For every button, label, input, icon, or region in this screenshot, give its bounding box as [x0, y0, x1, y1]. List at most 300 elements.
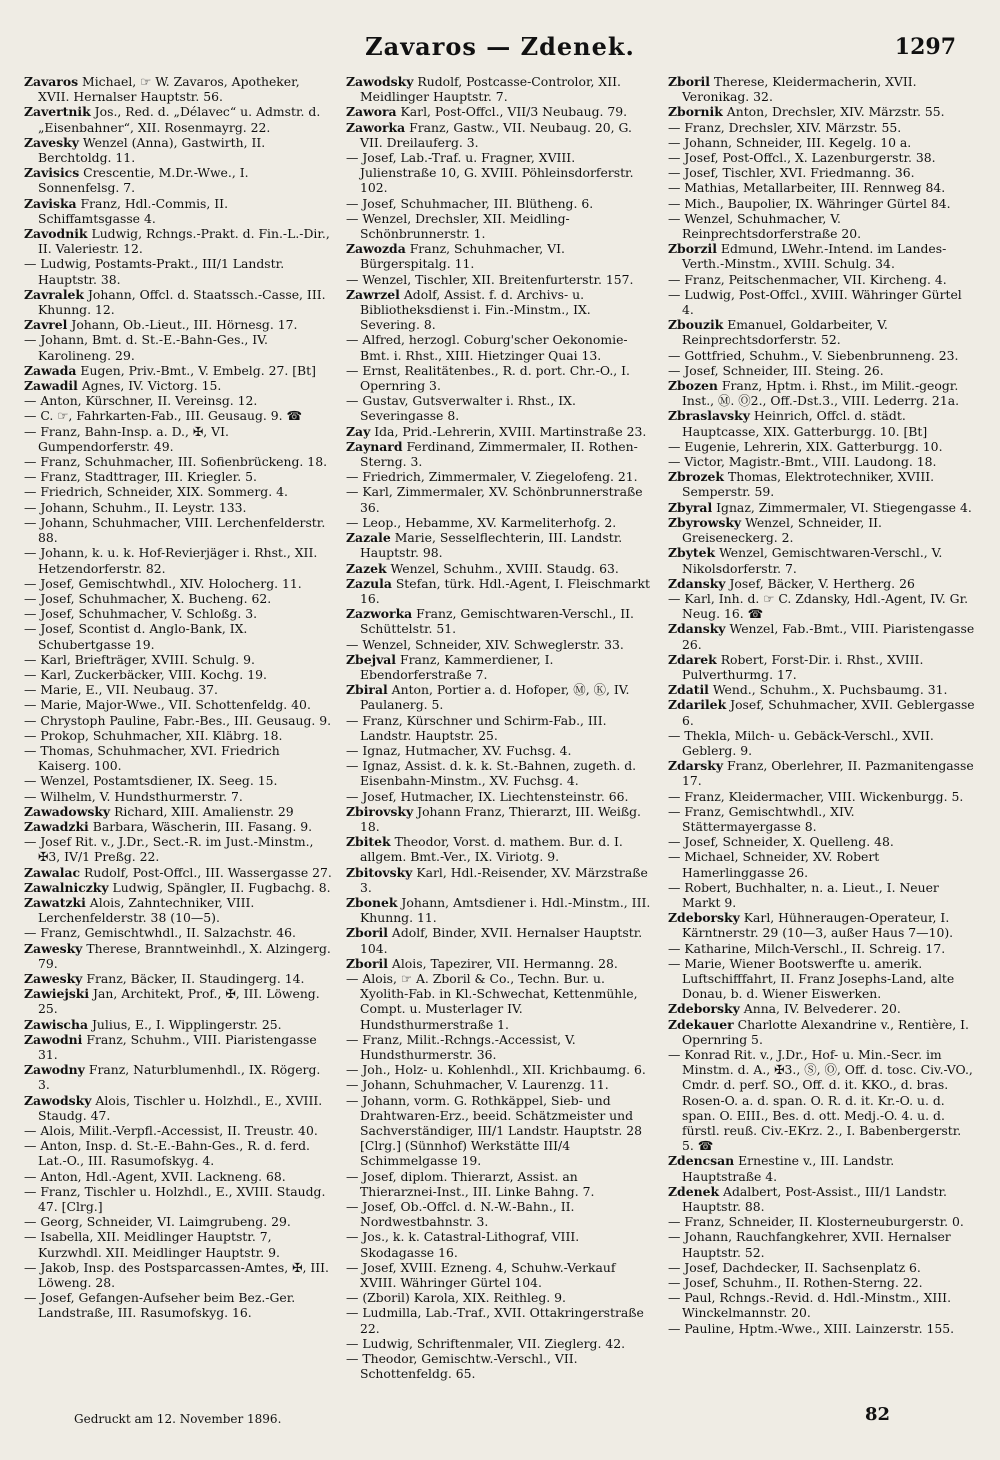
entry-surname: Zazale	[346, 530, 391, 546]
entry-details: — Josef, Ob.-Offcl. d. N.-W.-Bahn., II. Nordwestbahnstr. 3.	[346, 1199, 575, 1230]
directory-entry	[24, 971, 332, 986]
entry-surname: Zavralek	[24, 286, 85, 302]
entry-details: — Karl, Inh. d. ☞ C. Zdansky, Hdl.-Agent, IV. Gr. Neug. 16. ☎	[668, 590, 969, 622]
directory-entry	[24, 895, 332, 925]
entry-surname: Zdansky	[668, 621, 726, 637]
directory-entry	[346, 789, 654, 804]
directory-entry	[346, 925, 654, 955]
entry-details: — Mathias, Metallarbeiter, III. Rennweg 84.	[668, 180, 946, 196]
column-left	[24, 74, 332, 1384]
entry-surname: Zawesky	[24, 940, 83, 956]
entry-details: — Karl, Zimmermaler, XV. Schönbrunnerstraße 36.	[346, 484, 643, 515]
directory-entry	[24, 743, 332, 773]
entry-details: — Wenzel, Drechsler, XII. Meidling-Schönbrunnerstr. 1.	[346, 210, 570, 242]
entry-details: Ludwig, Spängler, II. Fugbachg. 8.	[112, 879, 331, 895]
entry-details: — Michael, Schneider, XV. Robert Hamerlinggasse 26.	[668, 849, 880, 880]
directory-entry	[24, 424, 332, 454]
entry-details: — Wenzel, Schneider, XIV. Schweglerstr. 33.	[346, 636, 624, 652]
directory-entry	[24, 196, 332, 226]
directory-entry	[346, 576, 654, 606]
directory-entry	[24, 834, 332, 864]
directory-entry	[668, 1321, 976, 1336]
entry-surname: Zbozen	[668, 378, 718, 394]
entry-details: Johann, Amtsdiener i. Hdl.-Minstm., III. Khunng. 11.	[360, 894, 651, 926]
entry-details: — Alfred, herzogl. Coburg'scher Oekonomie-Bmt. i. Rhst., XIII. Hietzinger Quai 13.	[346, 332, 628, 363]
directory-entry	[346, 332, 654, 362]
directory-entry	[346, 1290, 654, 1305]
entry-details: Karl, Hühneraugen-Operateur, I. Kärntnerstr. 29 (10—3, außer Haus 7—10).	[682, 910, 954, 941]
directory-entry	[24, 1032, 332, 1062]
directory-entry	[346, 484, 654, 514]
entry-details: Johann, Offcl. d. Staatssch.-Casse, III. Khunng. 12.	[38, 286, 326, 318]
entry-details: Jos., Red. d. „Délavec“ u. Admstr. d. „Eisenbahner“, XII. Rosenmayrg. 22.	[38, 104, 321, 135]
entry-details: Franz, Gemischtwaren-Verschl., II. Schüttelstr. 51.	[360, 606, 634, 637]
directory-entry	[24, 393, 332, 408]
directory-entry	[346, 515, 654, 530]
directory-entry	[668, 454, 976, 469]
directory-entry	[24, 1123, 332, 1138]
directory-entry	[24, 1138, 332, 1168]
entry-details: — Ludwig, Postamts-Prakt., III/1 Landstr. Hauptstr. 38.	[24, 256, 285, 287]
directory-entry	[346, 74, 654, 104]
directory-entry	[668, 1214, 976, 1229]
entry-details: Adolf, Binder, XVII. Hernalser Hauptstr. 104.	[360, 925, 643, 956]
entry-details: Julius, E., I. Wipplingerstr. 25.	[91, 1016, 282, 1032]
directory-entry	[24, 941, 332, 971]
directory-entry	[346, 1199, 654, 1229]
entry-details: — Franz, Kürschner und Schirm-Fab., III. Landstr. Hauptstr. 25.	[346, 712, 607, 743]
directory-entry	[24, 317, 332, 332]
entry-surname: Zay	[346, 423, 371, 439]
directory-entry	[24, 789, 332, 804]
entry-details: — Ludwig, Post-Offcl., XVIII. Währinger Gürtel 4.	[668, 286, 962, 318]
directory-entry	[24, 378, 332, 393]
entry-details: — Johann, Bmt. d. St.-E.-Bahn-Ges., IV. Karolineng. 29.	[24, 332, 268, 363]
directory-entry	[24, 713, 332, 728]
entry-details: Eugen, Priv.-Bmt., V. Embelg. 27. [Bt]	[80, 362, 316, 378]
entry-surname: Zavaros	[24, 74, 79, 89]
column-middle	[346, 74, 654, 1384]
page-title: Zavaros — Zdenek.	[365, 32, 635, 61]
entry-details: Richard, XIII. Amalienstr. 29	[114, 803, 294, 819]
directory-entry	[24, 515, 332, 545]
directory-entry	[668, 272, 976, 287]
entry-surname: Zavodnik	[24, 226, 88, 242]
entry-details: Franz, Hdl.-Commis, II. Schiffamtsgasse 4.	[38, 195, 229, 226]
entry-surname: Zdatil	[668, 682, 709, 698]
directory-entry	[346, 439, 654, 469]
directory-entry	[24, 652, 332, 667]
entry-surname: Zavesky	[24, 134, 79, 150]
directory-entry	[24, 1214, 332, 1229]
entry-details: Robert, Forst-Dir. i. Rhst., XVIII. Pulverthurmg. 17.	[682, 651, 924, 682]
directory-entry	[24, 135, 332, 165]
entry-details: — Josef, Schuhmacher, X. Bucheng. 62.	[24, 590, 272, 606]
directory-entry	[668, 211, 976, 241]
entry-details: — Alois, Milit.-Verpfl.-Accessist, II. Treustr. 40.	[24, 1123, 318, 1139]
entry-details: Johann Franz, Thierarzt, III. Weißg. 18.	[360, 803, 641, 834]
directory-entry	[668, 408, 976, 438]
entry-details: — Pauline, Hptm.-Wwe., XIII. Lainzerstr. 155.	[668, 1320, 955, 1336]
entry-details: — Gottfried, Schuhm., V. Siebenbrunneng. 23.	[668, 347, 959, 363]
entry-details: — Anton, Kürschner, II. Vereinsg. 12.	[24, 393, 258, 409]
entry-details: — Josef, Schneider, X. Quelleng. 48.	[668, 834, 894, 850]
entry-details: — Franz, Drechsler, XIV. Märzstr. 55.	[668, 119, 902, 135]
directory-entry	[668, 378, 976, 408]
entry-surname: Zborzil	[668, 241, 717, 257]
directory-entry	[24, 332, 332, 362]
directory-entry	[24, 1169, 332, 1184]
entry-details: Franz, Hptm. i. Rhst., im Milit.-geogr. Inst., Ⓜ. Ⓞ2., Off.-Dst.3., VIII. Lederrg. 21a.	[682, 378, 960, 409]
entry-details: Ida, Prid.-Lehrerin, XVIII. Martinstraße 23.	[374, 423, 647, 439]
directory-entry	[346, 393, 654, 423]
directory-entry	[668, 789, 976, 804]
directory-entry	[24, 74, 332, 104]
entry-details: — Franz, Bahn-Insp. a. D., ✠, VI. Gumpendorferstr. 49.	[24, 423, 229, 454]
directory-entry	[24, 986, 332, 1016]
directory-entry	[668, 74, 976, 104]
directory-entry	[346, 196, 654, 211]
directory-entry	[24, 1184, 332, 1214]
entry-surname: Zdeborsky	[668, 910, 740, 926]
entry-details: Emanuel, Goldarbeiter, V. Reinprechtsdorferstr. 52.	[682, 317, 888, 348]
entry-details: Wend., Schuhm., X. Puchsbaumg. 31.	[712, 682, 948, 698]
directory-entry	[346, 971, 654, 1032]
entry-details: — Josef, Schuhmacher, III. Blütheng. 6.	[346, 195, 594, 211]
entry-details: — Theodor, Gemischtw.-Verschl., VII. Schottenfeldg. 65.	[346, 1351, 578, 1382]
entry-details: — Leop., Hebamme, XV. Karmeliterhofg. 2.	[346, 514, 617, 530]
entry-details: — Wenzel, Schuhmacher, V. Reinprechtsdorferstraße 20.	[668, 210, 862, 242]
directory-entry	[346, 287, 654, 333]
entry-details: — Chrystoph Pauline, Fabr.-Bes., III. Geusaug. 9.	[24, 712, 332, 728]
signature-number: 82	[864, 1404, 890, 1425]
directory-entry	[668, 1017, 976, 1047]
entry-details: Barbara, Wäscherin, III. Fasang. 9.	[92, 818, 313, 834]
entry-details: — Josef, Schuhmacher, V. Schloßg. 3.	[24, 606, 258, 622]
directory-entry	[346, 1077, 654, 1092]
directory-entry	[24, 697, 332, 712]
entry-details: — Ludwig, Schriftenmaler, VII. Zieglerg. 42.	[346, 1335, 626, 1351]
entry-surname: Zbornik	[668, 104, 723, 120]
directory-entry	[668, 804, 976, 834]
entry-surname: Zazula	[346, 575, 392, 591]
directory-entry	[668, 834, 976, 849]
entry-details: Franz, Schuhmacher, VI. Bürgerspitalg. 11.	[360, 241, 565, 272]
directory-entry	[668, 241, 976, 271]
directory-entry	[668, 165, 976, 180]
entry-details: Rudolf, Postcasse-Controlor, XII. Meidlinger Hauptstr. 7.	[360, 74, 621, 105]
directory-entry	[346, 1093, 654, 1169]
directory-entry	[668, 880, 976, 910]
entry-surname: Zdansky	[668, 575, 726, 591]
directory-entry	[24, 773, 332, 788]
entry-details: Jan, Architekt, Prof., ✠, III. Löweng. 25.	[38, 986, 320, 1017]
directory-entry	[668, 941, 976, 956]
entry-surname: Zbraslavsky	[668, 408, 750, 424]
directory-entry	[668, 515, 976, 545]
directory-columns	[24, 74, 976, 1384]
entry-details: — Franz, Gemischtwhdl., II. Salzachstr. 46.	[24, 925, 296, 941]
entry-details: — Thekla, Milch- u. Gebäck-Verschl., XVII. Geblerg. 9.	[668, 727, 934, 758]
directory-entry	[668, 1001, 976, 1016]
entry-details: — Paul, Rchngs.-Revid. d. Hdl.-Minstm., XIII. Winckelmannstr. 20.	[668, 1290, 952, 1321]
entry-details: Franz, Oberlehrer, II. Pazmanitengasse 17.	[682, 758, 974, 789]
entry-details: — Gustav, Gutsverwalter i. Rhst., IX. Severingasse 8.	[346, 393, 576, 424]
directory-entry	[24, 104, 332, 134]
directory-entry	[24, 728, 332, 743]
directory-entry	[346, 865, 654, 895]
entry-surname: Zawischa	[24, 1016, 89, 1032]
entry-details: Josef, Bäcker, V. Hertherg. 26	[729, 575, 915, 591]
directory-entry	[346, 895, 654, 925]
directory-entry	[346, 561, 654, 576]
directory-entry	[346, 804, 654, 834]
entry-details: — Marie, E., VII. Neubaug. 37.	[24, 682, 218, 698]
entry-surname: Zazek	[346, 560, 387, 576]
entry-details: — Wenzel, Tischler, XII. Breitenfurterstr. 157.	[346, 271, 634, 287]
directory-entry	[24, 1290, 332, 1320]
directory-entry	[668, 1260, 976, 1275]
entry-details: Wenzel (Anna), Gastwirth, II. Berchtoldg. 11.	[38, 134, 266, 166]
directory-entry	[24, 591, 332, 606]
entry-details: Anton, Drechsler, XIV. Märzstr. 55.	[726, 104, 945, 120]
directory-entry	[346, 652, 654, 682]
entry-details: Ernestine v., III. Landstr. Hauptstraße 4.	[682, 1153, 895, 1184]
entry-details: — Josef, diplom. Thierarzt, Assist. an Thierarznei-Inst., III. Linke Bahng. 7.	[346, 1168, 595, 1199]
directory-entry	[24, 226, 332, 256]
directory-entry	[346, 241, 654, 271]
entry-details: — Victor, Magistr.-Bmt., VIII. Laudong. 18.	[668, 454, 937, 470]
entry-details: Franz, Gastw., VII. Neubaug. 20, G. VII. Dreilauferg. 3.	[360, 119, 632, 150]
entry-details: — Johann, Schuhm., II. Leystr. 133.	[24, 499, 247, 515]
entry-details: — Georg, Schneider, VI. Laimgrubeng. 29.	[24, 1214, 291, 1230]
directory-entry	[668, 1229, 976, 1259]
entry-details: — Ignaz, Assist. d. k. k. St.-Bahnen, zugeth. d. Eisenbahn-Minstm., XV. Fuchsg. 4.	[346, 758, 637, 789]
entry-details: — Katharine, Milch-Verschl., II. Schreig. 17.	[668, 940, 946, 956]
directory-entry	[668, 348, 976, 363]
entry-surname: Zbirovsky	[346, 803, 414, 819]
entry-details: — Josef, Gemischtwhdl., XIV. Holocherg. 11.	[24, 575, 302, 591]
entry-details: — Thomas, Schuhmacher, XVI. Friedrich Kaiserg. 100.	[24, 742, 280, 774]
entry-surname: Zavrel	[24, 317, 68, 333]
entry-details: Wenzel, Gemischtwaren-Verschl., V. Nikolsdorferstr. 7.	[682, 545, 943, 576]
directory-entry	[668, 287, 976, 317]
entry-details: — Mich., Baupolier, IX. Währinger Gürtel 84.	[668, 195, 951, 211]
entry-surname: Zbonek	[346, 894, 398, 910]
entry-details: Ignaz, Zimmermaler, VI. Stiegengasse 4.	[716, 499, 972, 515]
page-footer	[0, 1404, 1000, 1434]
entry-details: — Johann, Schneider, III. Kegelg. 10 a.	[668, 134, 912, 150]
directory-entry	[668, 697, 976, 727]
entry-details: Karl, Hdl.-Reisender, XV. Märzstraße 3.	[360, 864, 648, 895]
column-right	[668, 74, 976, 1384]
entry-details: — Ignaz, Hutmacher, XV. Fuchsg. 4.	[346, 742, 572, 758]
entry-surname: Zawodsky	[24, 1092, 92, 1108]
entry-details: — Franz, Stadttrager, III. Kriegler. 5.	[24, 469, 257, 485]
entry-details: Anna, IV. Belvederег. 20.	[743, 1001, 901, 1017]
directory-entry	[346, 272, 654, 287]
directory-entry	[668, 317, 976, 347]
entry-details: Agnes, IV. Victorg. 15.	[81, 378, 222, 394]
directory-entry	[668, 545, 976, 575]
entry-details: — Josef, Dachdecker, II. Sachsenplatz 6.	[668, 1259, 921, 1275]
entry-details: — Johann, k. u. k. Hof-Revierjäger i. Rhst., XII. Hetzendorferstr. 82.	[24, 545, 318, 576]
entry-details: — Wenzel, Postamtsdiener, IX. Seeg. 15.	[24, 773, 278, 789]
entry-surname: Zawalniczky	[24, 879, 109, 895]
directory-entry	[346, 1351, 654, 1381]
directory-entry	[24, 165, 332, 195]
entry-details: Therese, Branntweinhdl., X. Alzingerg. 79.	[38, 940, 331, 971]
directory-entry	[668, 910, 976, 940]
entry-details: — Johann, vorm. G. Rothkäppel, Sieb- und Drahtwaren-Erz., beeid. Schätzmeister und Sachverständiger, III/1 Landstr. Hauptstr. 28 [Clrg.] (Sünnhof) Werkstätte III/4 Schimmelgasse 19.	[346, 1092, 642, 1169]
directory-entry	[346, 469, 654, 484]
entry-surname: Zawadowsky	[24, 803, 111, 819]
directory-entry	[24, 667, 332, 682]
directory-entry	[24, 500, 332, 515]
entry-details: Marie, Sesselflechterin, III. Landstr. Hauptstr. 98.	[360, 530, 623, 561]
directory-entry	[24, 819, 332, 834]
entry-details: — Anton, Insp. d. St.-E.-Bahn-Ges., R. d. ferd. Lat.-O., III. Rasumofskyg. 4.	[24, 1138, 310, 1169]
entry-surname: Zaworka	[346, 119, 406, 135]
entry-details: — Johann, Schuhmacher, VIII. Lerchenfelderstr. 88.	[24, 514, 326, 546]
entry-surname: Zbejval	[346, 651, 397, 667]
entry-details: — Johann, Schuhmacher, V. Laurenzg. 11.	[346, 1077, 609, 1093]
entry-surname: Zdencsan	[668, 1153, 735, 1169]
directory-entry	[668, 849, 976, 879]
entry-details: — C. ☞, Fahrkarten-Fab., III. Geusaug. 9. ☎	[24, 408, 302, 424]
entry-details: Rudolf, Post-Offcl., III. Wassergasse 27.	[84, 864, 332, 880]
directory-entry	[346, 363, 654, 393]
directory-entry	[346, 637, 654, 652]
entry-details: Ludwig, Rchngs.-Prakt. d. Fin.-L.-Dir., II. Valeriestr. 12.	[38, 226, 330, 257]
entry-details: — Josef, Scontist d. Anglo-Bank, IX. Schubertgasse 19.	[24, 621, 248, 652]
directory-entry	[668, 1290, 976, 1320]
entry-details: — Johann, Rauchfangkehrer, XVII. Hernalser Hauptstr. 52.	[668, 1229, 951, 1260]
directory-entry	[346, 713, 654, 743]
entry-surname: Zawesky	[24, 970, 83, 986]
entry-details: — Marie, Major-Wwe., VII. Schottenfeldg. 40.	[24, 697, 311, 713]
directory-entry	[346, 1260, 654, 1290]
directory-entry	[346, 606, 654, 636]
page-header	[24, 28, 976, 68]
entry-surname: Zawrzel	[346, 286, 400, 302]
entry-details: Wenzel, Schuhm., XVIII. Staudg. 63.	[390, 560, 619, 576]
entry-details: Josef, Schuhmacher, XVII. Geblergasse 6.	[682, 697, 975, 728]
directory-entry	[668, 1153, 976, 1183]
entry-details: Alois, Tischler u. Holzhdl., E., XVIII. Staudg. 47.	[38, 1092, 323, 1123]
entry-details: — Josef, Post-Offcl., X. Lazenburgerstr. 38.	[668, 150, 936, 166]
directory-entry	[668, 758, 976, 788]
directory-entry	[24, 454, 332, 469]
entry-details: — Franz, Kleidermacher, VIII. Wickenburgg. 5.	[668, 788, 964, 804]
entry-surname: Zboril	[346, 925, 388, 941]
entry-surname: Zawatzki	[24, 894, 86, 910]
entry-surname: Zbiral	[346, 682, 388, 698]
entry-details: Franz, Bäcker, II. Staudingerg. 14.	[86, 970, 305, 986]
directory-entry	[668, 652, 976, 682]
entry-surname: Zazworka	[346, 606, 413, 622]
directory-entry	[24, 606, 332, 621]
entry-details: Franz, Schuhm., VIII. Piaristengasse 31.	[38, 1031, 317, 1062]
directory-entry	[346, 834, 654, 864]
directory-entry	[346, 530, 654, 560]
directory-entry	[668, 500, 976, 515]
directory-entry	[24, 1093, 332, 1123]
entry-details: Stefan, türk. Hdl.-Agent, I. Fleischmarkt 16.	[360, 575, 651, 606]
directory-entry	[346, 1229, 654, 1259]
entry-surname: Zdenek	[668, 1183, 720, 1199]
directory-entry	[668, 469, 976, 499]
entry-surname: Zawadzki	[24, 818, 89, 834]
directory-entry	[24, 545, 332, 575]
directory-entry	[346, 1336, 654, 1351]
directory-entry	[668, 1184, 976, 1214]
directory-entry	[668, 150, 976, 165]
entry-details: — Joh., Holz- u. Kohlenhdl., XII. Krichbaumg. 6.	[346, 1062, 646, 1078]
entry-surname: Zbyrowsky	[668, 514, 742, 530]
entry-details: — Alois, ☞ A. Zboril & Co., Techn. Bur. u. Xyolith-Fab. in Kl.-Schwechat, Kettenmühle, Compt. u. Musterlager IV. Hundsthurmerstraße 1.	[346, 970, 638, 1032]
entry-surname: Zawora	[346, 104, 397, 120]
entry-details: — Wilhelm, V. Hundsthurmerstr. 7.	[24, 788, 243, 804]
directory-entry	[24, 804, 332, 819]
entry-details: — Franz, Peitschenmacher, VII. Kircheng. 4.	[668, 271, 947, 287]
entry-details: — Ludmilla, Lab.-Traf., XVII. Ottakringerstraße 22.	[346, 1305, 644, 1336]
directory-entry	[668, 120, 976, 135]
entry-details: — Robert, Buchhalter, n. a. Lieut., I. Neuer Markt 9.	[668, 879, 939, 910]
entry-surname: Zbouzik	[668, 317, 724, 333]
entry-details: Adalbert, Post-Assist., III/1 Landstr. Hauptstr. 88.	[682, 1183, 947, 1215]
entry-details: — Ernst, Realitätenbes., R. d. port. Chr.-O., I. Opernring 3.	[346, 362, 630, 394]
directory-entry	[24, 1229, 332, 1259]
entry-details: — Josef, Gefangen-Aufseher beim Bez.-Ger. Landstraße, III. Rasumofskyg. 16.	[24, 1290, 296, 1321]
entry-surname: Zawodsky	[346, 74, 414, 89]
directory-entry	[24, 865, 332, 880]
entry-details: — Josef, Tischler, XVI. Friedmanng. 36.	[668, 165, 915, 181]
entry-surname: Zaynard	[346, 438, 403, 454]
entry-details: — Anton, Hdl.-Agent, XVII. Lackneng. 68.	[24, 1168, 286, 1184]
entry-details: Adolf, Assist. f. d. Archivs- u. Bibliotheksdienst i. Fin.-Minstm., IX. Severing. 8.	[360, 286, 591, 333]
entry-details: — Josef, XVIII. Ezneng. 4, Schuhw.-Verkauf XVIII. Währinger Gürtel 104.	[346, 1259, 616, 1291]
entry-details: — Eugenie, Lehrerin, XIX. Gatterburgg. 10.	[668, 438, 943, 454]
entry-surname: Zaviska	[24, 195, 77, 211]
entry-details: — Konrad Rit. v., J.Dr., Hof- u. Min.-Secr. im Minstm. d. A., ✠3., Ⓢ, Ⓞ, Off. d. tosc. Civ.-VO., Cmdr. d. perf. SO., Off. d. it. KKO., d. bras. Rosen-O. a. d. span. O. R. d. it. Kr.-O. u. d. span. O. EIII., Bes. d. ott. Medj.-O. 4. u. d. fürstl. reuß. Civ.-EKrz. 2., I. Babenbergerstr. 5. ☎	[668, 1047, 973, 1154]
entry-details: — Friedrich, Zimmermaler, V. Ziegelofeng. 21.	[346, 469, 638, 485]
directory-entry	[346, 743, 654, 758]
entry-details: Anton, Portier a. d. Hofoper, Ⓜ, Ⓚ, IV. Paulanerg. 5.	[360, 682, 630, 713]
directory-entry	[668, 621, 976, 651]
entry-details: Alois, Zahntechniker, VIII. Lerchenfelderstr. 38 (10—5).	[38, 894, 255, 926]
directory-entry	[24, 1017, 332, 1032]
entry-details: Heinrich, Offcl. d. städt. Hauptcasse, XIX. Gatterburgg. 10. [Bt]	[682, 408, 928, 439]
entry-surname: Zawodni	[24, 1031, 83, 1047]
entry-surname: Zawodny	[24, 1062, 85, 1078]
directory-entry	[346, 758, 654, 788]
entry-surname: Zbitek	[346, 834, 391, 850]
entry-surname: Zdarsky	[668, 758, 724, 774]
directory-entry	[24, 576, 332, 591]
directory-entry	[668, 591, 976, 621]
entry-surname: Zawadil	[24, 378, 78, 394]
directory-entry	[24, 1062, 332, 1092]
directory-entry	[346, 211, 654, 241]
entry-surname: Zdekauer	[668, 1016, 734, 1032]
entry-details: — Friedrich, Schneider, XIX. Sommerg. 4.	[24, 484, 288, 500]
entry-details: — Franz, Gemischtwhdl., XIV. Stättermayergasse 8.	[668, 803, 855, 834]
entry-details: Ferdinand, Zimmermaler, II. Rothen-Sterng. 3.	[360, 438, 638, 470]
entry-details: Franz, Naturblumenhdl., IX. Rögerg. 3.	[38, 1062, 321, 1093]
entry-details: — Prokop, Schuhmacher, XII. Kläbrg. 18.	[24, 727, 283, 743]
entry-details: Johann, Ob.-Lieut., III. Hörnesg. 17.	[71, 317, 298, 333]
